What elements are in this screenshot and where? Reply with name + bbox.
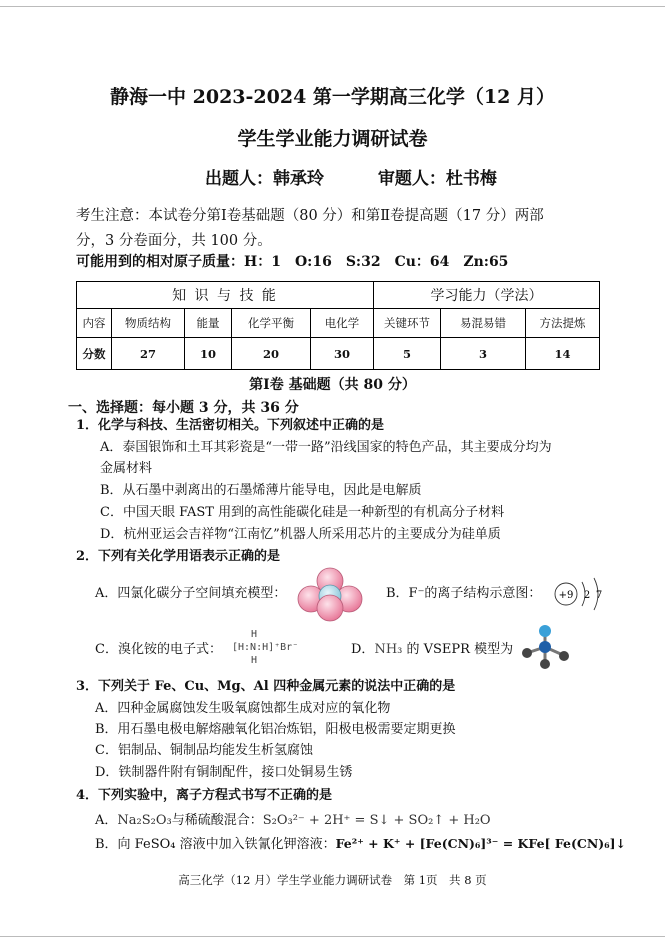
q1-option-c: C．中国天眼 FAST 用到的高性能碳化硅是一种新型的有机高分子材料 <box>100 505 505 520</box>
q4-stem: 4．下列实验中，离子方程式书写不正确的是 <box>76 788 333 803</box>
q1-option-a-cont: 金属材料 <box>100 461 153 476</box>
option-a-text: 与稀硫酸混合： <box>171 813 263 828</box>
nh3-formula: NH₃ <box>374 642 403 657</box>
col-header: 能量 <box>185 309 232 338</box>
col-header: 易混易错 <box>441 309 526 338</box>
exam-subtitle: 学生学业能力调研试卷 <box>237 128 428 150</box>
col-header: 关键环节 <box>374 309 441 338</box>
group-learning-ability: 学习能力（学法） <box>374 282 600 309</box>
q4-option-a <box>95 811 491 831</box>
shell-1-electrons: 2 <box>583 590 591 601</box>
ccl4-space-filling-model <box>296 566 364 622</box>
h-atom <box>522 648 532 658</box>
q2-option-d <box>351 640 513 660</box>
page-footer: 高三化学（12 月）学生学业能力调研试卷 第 1页 共 8 页 <box>178 873 487 887</box>
q1-option-d: D．杭州亚运会吉祥物“江南忆”机器人所采用芯片的主要成分为硅单质 <box>100 527 501 542</box>
q3-option-b: B．用石墨电极电解熔融氧化铝冶炼铝，阳极电极需要定期更换 <box>95 722 456 737</box>
score-cell: 30 <box>311 338 374 370</box>
group-knowledge-skill: 知 识 与 技 能 <box>77 282 374 309</box>
q3-option-a: A．四种金属腐蚀发生吸氧腐蚀都生成对应的氧化物 <box>95 701 391 716</box>
row-label-content: 内容 <box>77 309 112 338</box>
atomic-masses: 可能用到的相对原子质量：H：1 O:16 S:32 Cu：64 Zn:65 <box>76 254 509 270</box>
q3-stem: 3．下列关于 Fe、Cu、Mg、Al 四种金属元素的说法中正确的是 <box>76 679 456 694</box>
col-header: 电化学 <box>311 309 374 338</box>
section-title: 第Ⅰ卷 基础题（共 80 分） <box>249 377 416 393</box>
option-a-label: A． <box>95 813 118 828</box>
top-scan-edge <box>0 6 665 7</box>
authors-line <box>205 164 497 189</box>
q3-option-d: D．铁制器件附有铜制配件，接口处铜易生锈 <box>95 765 353 780</box>
q2-option-a: A．四氯化碳分子空间填充模型： <box>95 586 287 601</box>
q2-option-b: B．F⁻的离子结构示意图： <box>386 586 542 601</box>
nh3-vsepr-model <box>515 623 577 673</box>
reviewer-label: 审题人：杜书梅 <box>377 169 497 189</box>
score-cell: 3 <box>441 338 526 370</box>
q4-option-b <box>95 834 626 855</box>
exam-title: 静海一中 2023-2024 第一学期高三化学（12 月） <box>110 86 555 108</box>
option-b-text: B．向 FeSO₄ 溶液中加入铁氰化钾溶液： <box>95 837 336 852</box>
q1-option-b: B．从石墨中剥离出的石墨烯薄片能导电，因此是电解质 <box>100 483 422 498</box>
formula-main: [H:N:H]⁺Br⁻ <box>232 642 299 653</box>
score-cell: 10 <box>185 338 232 370</box>
author-label: 出题人：韩承玲 <box>205 169 324 189</box>
col-header: 方法提炼 <box>526 309 600 338</box>
option-a-equation: S₂O₃²⁻ + 2H⁺ = S↓ + SO₂↑ + H₂O <box>262 813 491 828</box>
col-header: 化学平衡 <box>232 309 311 338</box>
formula-top-h: H <box>251 629 258 640</box>
score-cell: 27 <box>112 338 185 370</box>
option-d-text: 的 VSEPR 模型为 <box>402 642 514 657</box>
option-b-equation: Fe²⁺ + K⁺ + [Fe(CN)₆]³⁻ = KFe[ Fe(CN)₆]↓ <box>335 836 627 851</box>
h-atom <box>559 651 569 661</box>
part-heading: 一、选择题：每小题 3 分，共 36 分 <box>68 400 299 416</box>
notice-line-2: 分，3 分卷面分，共 100 分。 <box>76 233 272 249</box>
option-d-label: D． <box>351 642 375 657</box>
nucleus-charge: +9 <box>558 590 574 601</box>
notice-line-1: 考生注意：本试卷分第Ⅰ卷基础题（80 分）和第Ⅱ卷提高题（17 分）两部 <box>76 208 544 224</box>
q1-stem: 1．化学与科技、生活密切相关。下列叙述中正确的是 <box>76 418 385 433</box>
q2-stem: 2．下列有关化学用语表示正确的是 <box>76 549 281 564</box>
row-label-score: 分数 <box>77 338 112 370</box>
q1-option-a: A．泰国银饰和土耳其彩瓷是“一带一路”沿线国家的特色产品，其主要成分均为 <box>100 440 552 455</box>
shell-2-electrons: 7 <box>595 590 603 601</box>
q2-option-c: C．溴化铵的电子式： <box>95 642 222 657</box>
formula-bottom-h: H <box>251 655 258 666</box>
cl-atom <box>317 595 343 621</box>
score-cell: 14 <box>526 338 600 370</box>
h-atom <box>540 659 550 669</box>
thiosulfate-reagent: Na₂S₂O₃ <box>117 813 172 828</box>
nh4br-electron-formula <box>232 628 306 667</box>
bottom-scan-edge <box>0 936 665 937</box>
n-atom <box>539 641 551 653</box>
ability-table <box>76 281 600 370</box>
q3-option-c: C．铝制品、铜制品均能发生析氢腐蚀 <box>95 743 313 758</box>
col-header: 物质结构 <box>112 309 185 338</box>
lone-pair-lobe <box>539 625 551 637</box>
score-cell: 20 <box>232 338 311 370</box>
fluoride-ion-diagram <box>552 572 612 616</box>
score-cell: 5 <box>374 338 441 370</box>
